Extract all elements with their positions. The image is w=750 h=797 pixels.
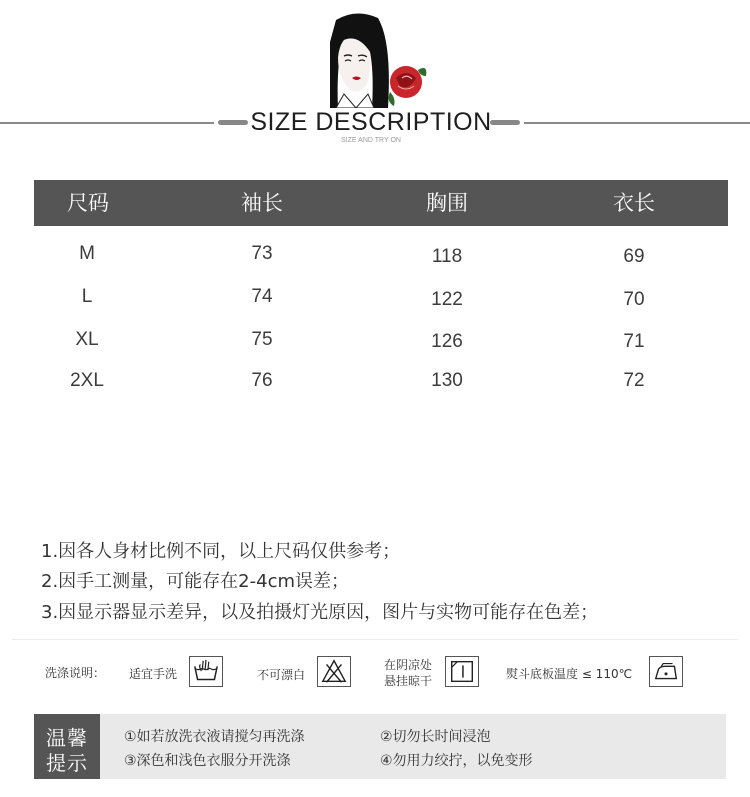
- page-subtitle: SIZE AND TRY ON: [341, 137, 401, 144]
- cell-size: L: [81, 286, 93, 307]
- cell-size: XL: [75, 329, 99, 350]
- line-dry-shade-icon: [445, 656, 479, 687]
- cell-chest: 118: [431, 246, 463, 267]
- cell-size: 2XL: [70, 370, 104, 391]
- cell-chest: 126: [431, 331, 463, 352]
- tips-label: [34, 714, 100, 779]
- no-bleach-icon: [317, 656, 351, 687]
- cell-body-length: 70: [623, 289, 645, 310]
- page-title: SIZE DESCRIPTION: [250, 108, 492, 136]
- cell-sleeve-length: 75: [251, 329, 273, 350]
- note-color-difference: 3.因显示器显示差异，以及拍摄灯光原因，图片与实物可能存在色差；: [41, 602, 599, 623]
- model-illustration: [330, 12, 430, 108]
- cell-body-length: 69: [623, 246, 645, 267]
- care-no-bleach-text: 不可漂白: [257, 668, 306, 682]
- section-divider: [12, 639, 738, 640]
- column-header-sleeve-length: 袖长: [241, 191, 283, 215]
- tip-no-wringing: ④勿用力绞拧，以免变形: [380, 753, 533, 769]
- tip-no-long-soak: ②切勿长时间浸泡: [380, 729, 491, 745]
- column-header-body-length: 衣长: [613, 191, 655, 215]
- cell-sleeve-length: 74: [251, 286, 273, 307]
- iron-low-heat-icon: [649, 656, 683, 687]
- cell-sleeve-length: 73: [251, 243, 273, 264]
- care-dry-text-line1: 在阴凉处: [384, 658, 433, 672]
- cell-size: M: [79, 243, 95, 264]
- care-hand-wash-text: 适宜手洗: [129, 667, 178, 681]
- cell-chest: 130: [431, 370, 463, 391]
- column-header-chest: 胸围: [426, 191, 468, 215]
- tip-separate-colors: ③深色和浅色衣服分开洗涤: [124, 753, 291, 769]
- tip-dissolve-detergent: ①如若放洗衣液请搅匀再洗涤: [124, 729, 305, 745]
- cell-chest: 122: [431, 289, 463, 310]
- size-table-header: [34, 180, 728, 226]
- note-reference-only: 1.因各人身材比例不同，以上尺码仅供参考；: [41, 541, 401, 562]
- care-iron-text: 熨斗底板温度 ≤ 110℃: [506, 667, 633, 681]
- hand-wash-icon: [189, 656, 223, 687]
- column-header-size: 尺码: [67, 191, 109, 215]
- cell-body-length: 72: [623, 370, 645, 391]
- note-measurement-error: 2.因手工测量，可能存在2-4cm误差；: [41, 571, 350, 592]
- tips-label-line1: 温馨: [46, 726, 88, 750]
- cell-sleeve-length: 76: [251, 370, 273, 391]
- care-dry-text-line2: 悬挂晾干: [384, 674, 433, 688]
- tips-label-line2: 提示: [46, 751, 88, 775]
- care-label: 洗涤说明：: [45, 666, 106, 680]
- cell-body-length: 71: [623, 331, 645, 352]
